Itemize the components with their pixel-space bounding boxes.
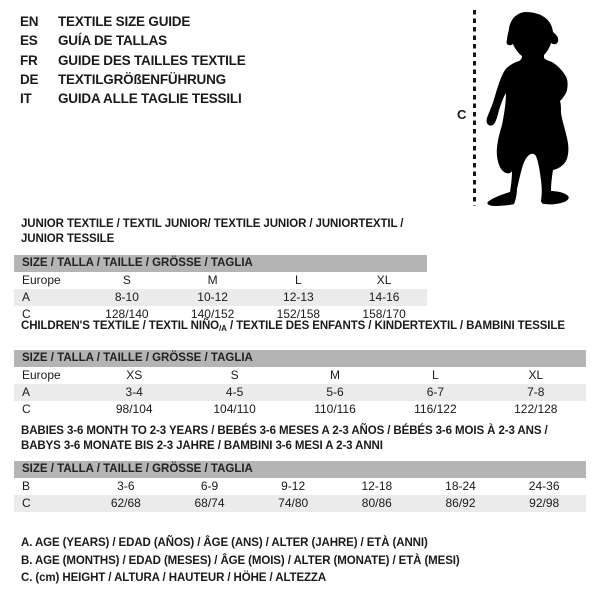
size-value: 74/80 (278, 496, 309, 510)
language-code: EN (20, 14, 39, 29)
language-row-en (20, 12, 246, 31)
table-row (14, 478, 586, 495)
language-code: FR (20, 52, 38, 68)
size-value: 128/140 (105, 307, 149, 321)
size-value: 62/68 (110, 496, 141, 510)
language-code: IT (20, 91, 32, 107)
row-label: C (22, 307, 31, 321)
size-header-bar: SIZE / TALLA / TAILLE / GRÖSSE / TAGLIA (14, 461, 586, 478)
size-value: 9-12 (281, 479, 306, 493)
size-value: 14-16 (368, 290, 400, 304)
row-label: C (22, 496, 31, 510)
size-value: 3-6 (117, 479, 135, 493)
size-value: 140/152 (190, 307, 235, 321)
size-value: 6-9 (200, 479, 219, 493)
size-value: 7-8 (527, 384, 545, 399)
title-line-2: BABYS 3-6 MONATE BIS 2-3 JAHRE / BAMBINI 3-6 MESI A 2-3 ANNI (21, 439, 383, 452)
table-row (14, 495, 586, 512)
babies-textile-title (14, 424, 586, 453)
table-row (14, 401, 586, 418)
language-row-de (20, 70, 246, 89)
size-value: 122/128 (514, 401, 558, 416)
childrens-textile-title (14, 319, 586, 337)
baby-silhouette-image (483, 8, 597, 206)
junior-textile-title: JUNIOR TEXTILE / TEXTIL JUNIOR/ TEXTILE JUNIOR / JUNIORTEXTIL / JUNIOR TESSILE (21, 218, 404, 245)
childrens-textile-section (14, 319, 586, 418)
row-label: C (22, 401, 31, 416)
title-text: CHILDREN'S TEXTILE / TEXTIL NIÑO (21, 320, 220, 332)
height-figure (455, 8, 600, 208)
note-a: A. AGE (YEARS) / EDAD (AÑOS) / ÂGE (ANS) / ALTER (JAHRE) / ETÀ (ANNI) (21, 537, 428, 549)
language-title: GUIDE DES TAILLES TEXTILE (58, 52, 246, 68)
title-line-1: BABIES 3-6 MONTH TO 2-3 YEARS / BEBÉS 3-6 MESES A 2-3 AÑOS / BÉBÉS 3-6 MOIS À 2-3 ANS / (21, 425, 548, 437)
row-label: Europe (22, 273, 61, 287)
size-value: 98/104 (115, 401, 153, 416)
size-value: 5-6 (326, 384, 344, 399)
table-row (14, 289, 427, 306)
size-value: 80/86 (361, 496, 392, 510)
table-row (14, 367, 586, 384)
height-measure-dashed-line (473, 10, 476, 206)
size-value: S (122, 273, 131, 287)
language-title-list (20, 12, 246, 108)
note-b: B. AGE (MONTHS) / EDAD (MESES) / ÂGE (MOIS) / ALTER (MONATE) / ETÀ (MESI) (21, 554, 460, 567)
size-value: L (432, 367, 439, 382)
title-subscript: /A (219, 324, 227, 333)
size-value: 104/110 (213, 401, 256, 416)
language-row-it (20, 89, 246, 108)
size-value: 110/116 (314, 401, 356, 416)
size-value: 12-13 (283, 290, 314, 304)
size-value: 18-24 (445, 479, 476, 493)
size-value: 116/122 (414, 401, 457, 416)
language-code: DE (20, 71, 39, 87)
size-value: 24-36 (528, 479, 560, 493)
size-value: 10-12 (197, 290, 228, 304)
babies-textile-section (14, 424, 586, 512)
height-label-c: C (457, 107, 467, 122)
size-header-bar: SIZE / TALLA / TAILLE / GRÖSSE / TAGLIA (14, 350, 586, 367)
size-value: 6-7 (426, 384, 445, 399)
size-value: 158/170 (362, 307, 406, 321)
size-value: 92/98 (529, 496, 560, 510)
table-row (14, 272, 427, 289)
size-value: 86/92 (445, 496, 476, 510)
size-value: 3-4 (125, 384, 143, 399)
row-label: B (22, 479, 31, 493)
legend-notes (21, 535, 460, 588)
language-title: GUÍA DE TALLAS (58, 33, 167, 49)
language-title: TEXTILE SIZE GUIDE (58, 14, 191, 29)
title-text: / TEXTILE DES ENFANTS / KINDERTEXTIL / BAMBINI TESSILE (226, 320, 565, 332)
junior-textile-section (14, 217, 427, 323)
language-code: ES (20, 33, 38, 49)
size-value: 152/158 (276, 307, 321, 321)
size-value: M (329, 367, 340, 382)
size-value: 12-18 (361, 479, 393, 493)
row-label: Europe (22, 367, 61, 382)
size-value: 8-10 (114, 290, 139, 304)
size-value: M (207, 273, 218, 287)
size-value: 68/74 (194, 496, 225, 510)
row-label: A (22, 384, 31, 399)
note-c: C. (cm) HEIGHT / ALTURA / HAUTEUR / HÖHE / ALTEZZA (21, 572, 327, 584)
language-title: GUIDA ALLE TAGLIE TESSILI (58, 91, 242, 107)
language-row-es (20, 31, 246, 50)
table-row (14, 384, 586, 401)
row-label: A (22, 290, 31, 304)
language-row-fr (20, 51, 246, 70)
size-value: S (230, 367, 239, 382)
size-value: L (295, 273, 302, 287)
size-value: XS (126, 367, 143, 382)
size-header-bar: SIZE / TALLA / TAILLE / GRÖSSE / TAGLIA (14, 255, 427, 272)
language-title: TEXTILGRÖßENFÜHRUNG (58, 71, 226, 87)
size-value: 4-5 (225, 384, 244, 399)
size-value: XL (528, 367, 544, 382)
size-value: XL (376, 273, 392, 287)
